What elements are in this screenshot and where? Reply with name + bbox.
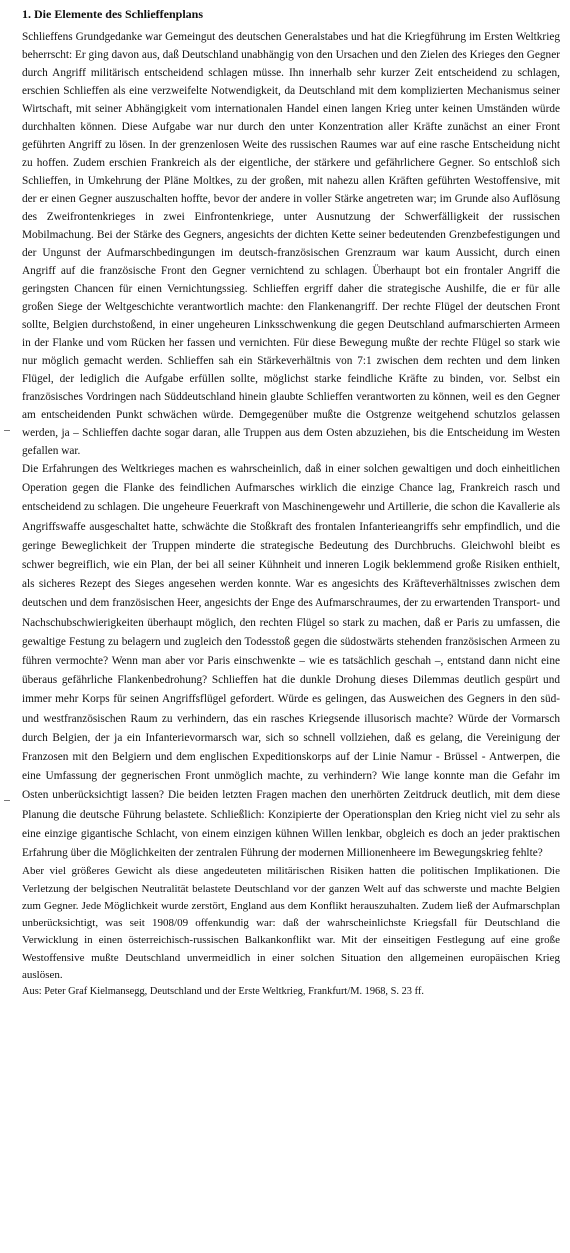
paragraph-3: Aber viel größeres Gewicht als diese angedeuteten militärischen Risiken hatten die politischen Implikationen. Die Verletzung der belgischen Neutralität belastete Deutschland vor der ganzen Welt auf das schwerste und machte Belgien zum Gegner. Jede Möglichkeit wurde zerstört, England aus dem Konflikt herauszuhalten. Zudem ließ der Aufmarschplan unberücksichtigt, was seit 1908/09 offenkundig war: daß der wahrscheinlichste Kriegsfall für Deutschland die Verwicklung in einen österreichisch-russischen Balkankonflikt war. Mit der einseitigen Festlegung auf eine große Westoffensive mußte Deutschland unvermeidlich in einer solchen Situation den allgemeinen europäischen Krieg auslösen. bbox=[22, 865, 560, 982]
margin-mark bbox=[4, 430, 10, 431]
paragraph-1: Schlieffens Grundgedanke war Gemeingut des deutschen Generalstabes und hat die Kriegführung im Ersten Weltkrieg beherrscht: Er ging davon aus, daß Deutschland unabhängig von den Ursachen und den Zielen des Krieges den Gegner durch Angriff militärisch entscheidend schlagen müsse. Ihn innerhalb sehr kurzer Zeit entscheidend zu schlagen, erschien Schlieffen als eine verzweifelte Notwendigkeit, da Deutschland mit dem komplizierten Mechanismus seiner Wirtschaft, mit seiner Abhängigkeit vom internationalen Handel einen langen Krieg unter keinen Umständen würde durchhalten können. Diese Aufgabe war nur durch den unter Konzentration aller Kräfte zunächst an einer Front geführten Angriff zu lösen. In der grenzenlosen Weite des russischen Raumes war auf eine rasche Entscheidung nicht zu hoffen. Zudem erschien Frankreich als der eigentliche, der stärkere und gefährlichere Gegner. So entschloß sich Schlieffen, in Umkehrung der Pläne Moltkes, zu der großen, mit nahezu allen Kräften geführten Westoffensive, mit der er einen Gegner auszuschalten hoffte, bevor der andere in voller Stärke angetreten war; im Grunde also Auflösung des Zweifrontenkrieges in zwei Einfrontenkriege, unter Ausnutzung der Schwerfälligkeit der russischen Mobilmachung. Bei der Stärke des Gegners, angesichts der dichten Kette seiner bedeutenden Grenzbefestigungen und der Ungunst der Aufmarschbedingungen im deutsch-französischen Grenzraum war kaum Aussicht, durch einen Angriff auf die französische Front den Gegner vernichtend zu schlagen. Überhaupt bot ein frontaler Angriff die geringsten Chancen für einen Vernichtungssieg. Schlieffen ergriff daher die strategische Aushilfe, die er für alle großen Siege der Weltgeschichte verantwortlich machte: den Flankenangriff. Der rechte Flügel der deutschen Front sollte, Belgien durchstoßend, in einer ungeheuren Linksschwenkung die gegen Deutschland aufmarschierten Armeen in der Flanke und vom Rücken her fassen und vernichten. Für diese Bewegung mußte der rechte Flügel so stark wie nur möglich gemacht werden. Schlieffen sah ein Stärkeverhältnis von 7:1 zwischen dem rechten und dem linken Flügel, der lediglich die Aufgabe erfüllen sollte, möglichst starke feindliche Kräfte zu binden, vor. Selbst ein französisches Vordringen nach Süddeutschland hinein glaubte Schlieffen verantworten zu können, weil es den Gegner am entscheidenden Punkt schwächen würde. Demgegenüber mußte die Ostgrenze weitgehend schutzlos gelassen werden, ja – Schlieffen dachte sogar daran, alle Truppen aus dem Osten abzuziehen, bis die Entscheidung im Westen gefallen war. bbox=[22, 31, 560, 457]
source-citation: Aus: Peter Graf Kielmansegg, Deutschland und der Erste Weltkrieg, Frankfurt/M. 1968, S. 23 ff. bbox=[22, 986, 424, 998]
section-title: 1. Die Elemente des Schlieffenplans bbox=[22, 7, 203, 21]
margin-mark bbox=[4, 800, 10, 801]
paragraph-2: Die Erfahrungen des Weltkrieges machen es wahrscheinlich, daß in einer solchen gewaltigen und doch einheitlichen Operation gegen die Flanke des feindlichen Aufmarsches wirklich die einzige Chance lag, Frankreich rasch und entscheidend zu schlagen. Die ungeheure Feuerkraft von Maschinengewehr und Artillerie, die schon die Kavallerie als Angriffswaffe ausgeschaltet hatte, schwächte die Stoßkraft des frontalen Infanterieangriffs sehr empfindlich, und die geringe Beweglichkeit der Truppen minderte die strategische Bedeutung des Durchbruchs. Gleichwohl bleibt es schwer begreiflich, wie ein Plan, der bei all seiner Kühnheit und inneren Logik beklemmend große Risiken enthielt, als sicheres Rezept des Sieges angesehen werden konnte. War es angesichts des Kräfteverhältnisses zwischen dem deutschen und dem französischen Heer, angesichts der Enge des Aufmarschraumes, der zu erwartenden Transport- und Nachschubschwierigkeiten überhaupt möglich, den rechten Flügel so stark zu machen, daß er Paris zu umfassen, die gewaltige Festung zu belagern und zugleich den Todesstoß gegen die südostwärts stehenden französischen Armeen zu führen vermochte? Wenn man aber vor Paris einschwenkte – wie es tatsächlich geschah –, entstand dann nicht eine überaus gefährliche Flankenbedrohung? Schlieffen hat die dunkle Drohung dieses Dilemmas deutlich gespürt und immer mehr Korps für seinen Angriffsflügel gefordert. Würde es gelingen, das Ausweichen des Gegners in den süd- und westfranzösischen Raum zu verhindern, das ein rasches Kriegsende illusorisch machte? Würde der Vormarsch durch Belgien, der ja ein Infanterievormarsch war, sich so schnell vollziehen, daß es gelang, die Vereinigung der Franzosen mit den Belgiern und dem englischen Expeditionskorps auf der Linie Namur - Brüssel - Antwerpen, die eine Umfassung der gegnerischen Front unmöglich machte, zu verhindern? Wie lange konnte man die Gefahr im Osten unberücksichtigt lassen? Die beiden letzten Fragen machen den unerhörten Zeitdruck deutlich, mit dem diese Planung die deutsche Führung belastete. Schließlich: Konzipierte der Operationsplan den Krieg nicht viel zu sehr als eine einzige gigantische Schlacht, von einem einzigen kühnen Willen lenkbar, obgleich es doch an jeder praktischen Erfahrung über die Möglichkeiten der zentralen Führung der modernen Millionenheere im Bewegungskrieg fehlte? bbox=[22, 463, 560, 860]
